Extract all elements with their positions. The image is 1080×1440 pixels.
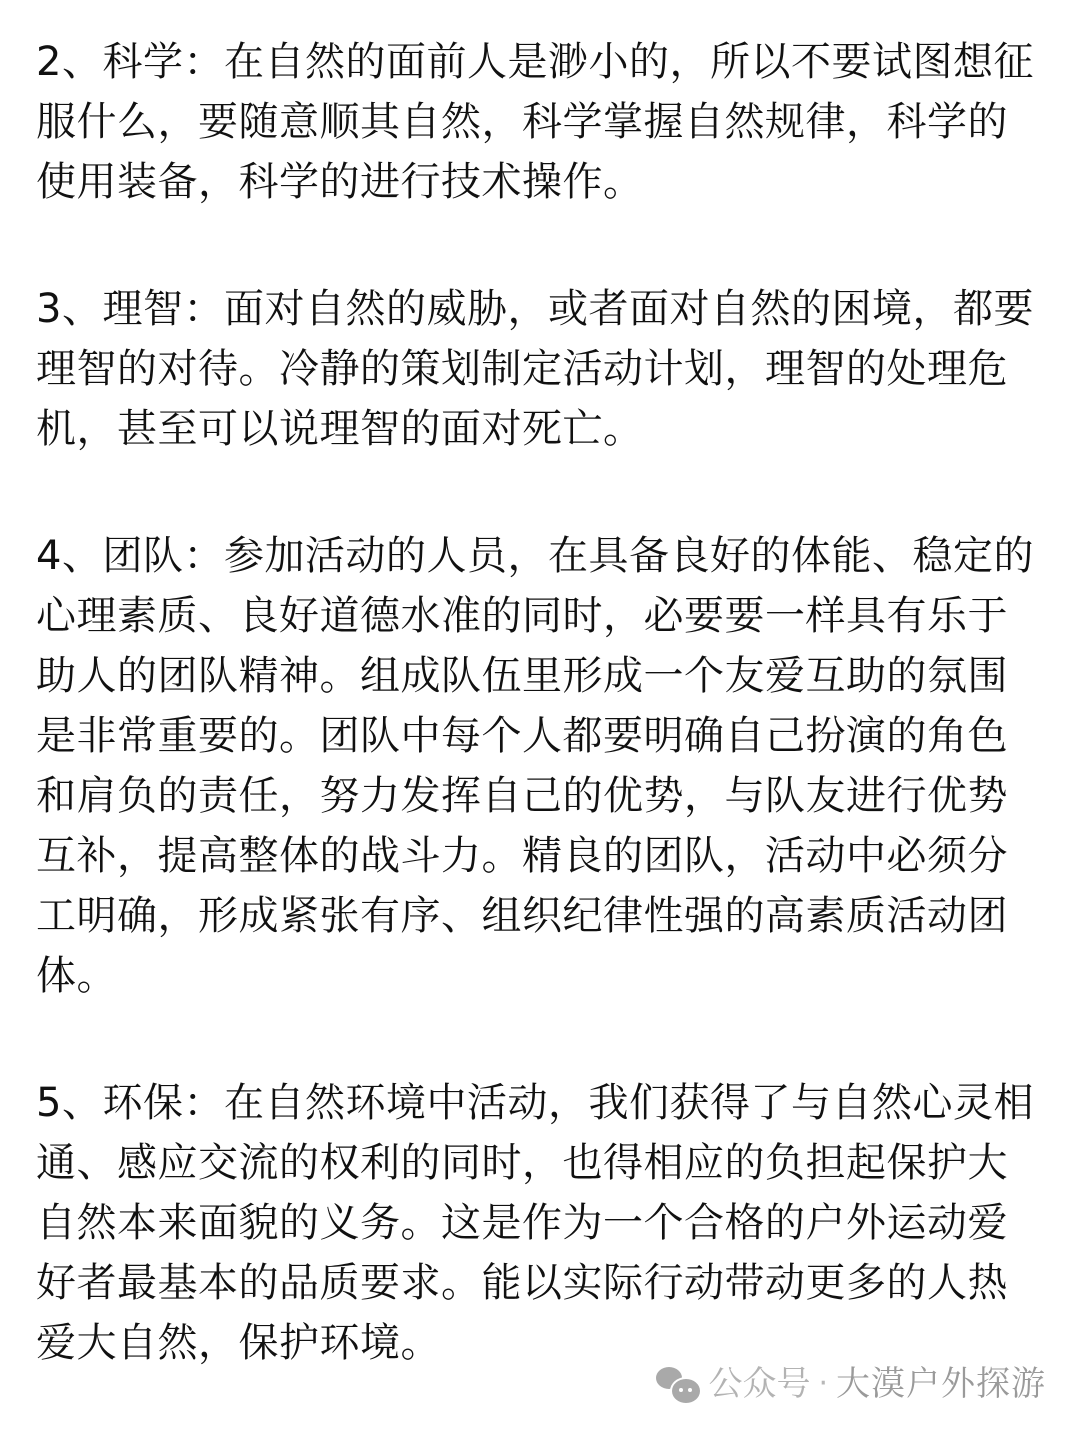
text-line: 理智的对待。冷静的策划制定活动计划，理智的处理危 — [36, 346, 1008, 392]
text-line: 5、环保：在自然环境中活动，我们获得了与自然心灵相 — [36, 1080, 1034, 1126]
wechat-icon — [656, 1365, 700, 1403]
text-line: 助人的团队精神。组成队伍里形成一个友爱互助的氛围 — [36, 653, 1008, 699]
paragraph-environment — [36, 1073, 1050, 1373]
watermark-account-name: 大漠户外探游 — [836, 1364, 1046, 1404]
text-line: 是非常重要的。团队中每个人都要明确自己扮演的角色 — [36, 713, 1008, 759]
text-line: 工明确，形成紧张有序、组织纪律性强的高素质活动团 — [36, 893, 1008, 939]
article-body — [36, 32, 1050, 1440]
text-line: 4、团队：参加活动的人员，在具备良好的体能、稳定的 — [36, 533, 1034, 579]
text-line: 2、科学：在自然的面前人是渺小的，所以不要试图想征 — [36, 39, 1034, 85]
text-line: 互补，提高整体的战斗力。精良的团队，活动中必须分 — [36, 833, 1008, 879]
text-line: 好者最基本的品质要求。能以实际行动带动更多的人热 — [36, 1260, 1008, 1306]
watermark-label: 公众号 — [708, 1364, 811, 1404]
watermark-separator: · — [818, 1366, 828, 1401]
text-line: 爱大自然，保护环境。 — [36, 1320, 441, 1366]
text-line: 机，甚至可以说理智的面对死亡。 — [36, 406, 644, 452]
text-line: 使用装备，科学的进行技术操作。 — [36, 159, 644, 205]
paragraph-science — [36, 32, 1050, 212]
paragraph-team — [36, 526, 1050, 1006]
text-line: 服什么，要随意顺其自然，科学掌握自然规律，科学的 — [36, 99, 1008, 145]
text-line: 通、感应交流的权利的同时，也得相应的负担起保护大 — [36, 1140, 1008, 1186]
text-line: 3、理智：面对自然的威胁，或者面对自然的困境，都要 — [36, 286, 1034, 332]
text-line: 心理素质、良好道德水准的同时，必要要一样具有乐于 — [36, 593, 1008, 639]
wechat-watermark — [656, 1362, 1046, 1406]
text-line: 体。 — [36, 953, 117, 999]
text-line: 自然本来面貌的义务。这是作为一个合格的户外运动爱 — [36, 1200, 1008, 1246]
text-line: 和肩负的责任，努力发挥自己的优势，与队友进行优势 — [36, 773, 1008, 819]
paragraph-reason — [36, 279, 1050, 459]
